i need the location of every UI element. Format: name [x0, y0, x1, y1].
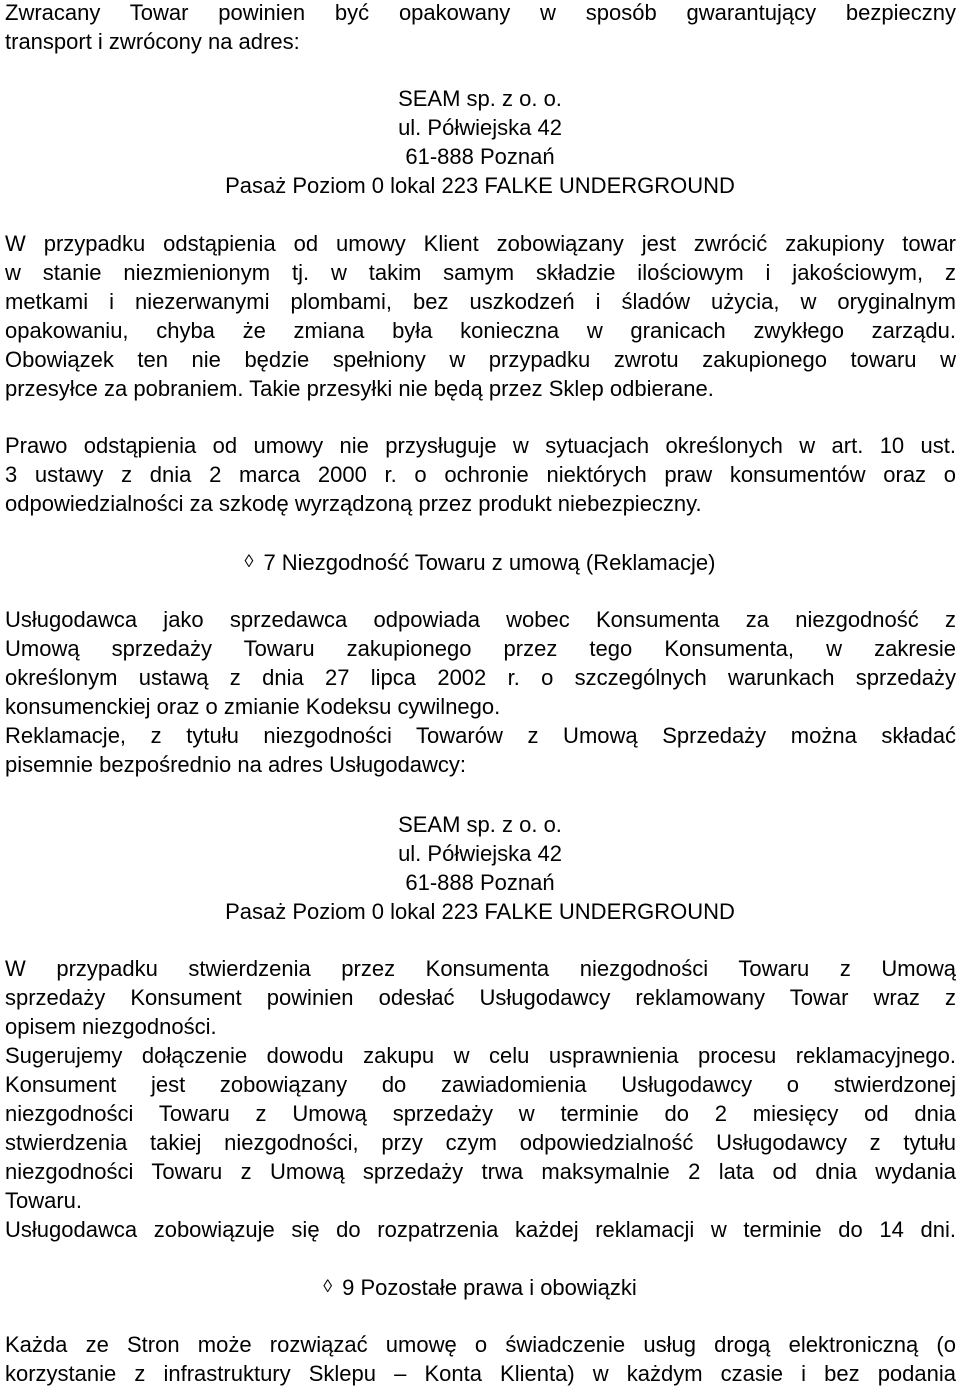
- text-line: Usługodawca jako sprzedawca odpowiada wobec Konsumenta za niezgodność z: [5, 607, 956, 632]
- text-line: Konsument jest zobowiązany do zawiadomienia Usługodawcy o stwierdzonej: [5, 1072, 956, 1097]
- complaints-liability-paragraph: [5, 605, 956, 779]
- location-detail: Pasaż Poziom 0 lokal 223 FALKE UNDERGROUND: [225, 173, 735, 198]
- text-line: metkami i niezerwanymi plombami, bez uszkodzeń i śladów użycia, w oryginalnym: [5, 289, 956, 314]
- text-line: określonym ustawą z dnia 27 lipca 2002 r. o szczególnych warunkach sprzedaży: [5, 665, 956, 690]
- complaint-procedure-paragraph: [5, 954, 956, 1244]
- text-line: Towaru.: [5, 1188, 83, 1213]
- section-heading-text: 9 Pozostałe prawa i obowiązki: [342, 1275, 637, 1300]
- text-line: opisem niezgodności.: [5, 1014, 217, 1039]
- text-line: Umową sprzedaży Towaru zakupionego przez tego Konsumenta, w zakresie: [5, 636, 956, 661]
- text-line: pisemnie bezpośrednio na adres Usługodawcy:: [5, 752, 467, 777]
- text-line: przesyłce za pobraniem. Takie przesyłki nie będą przez Sklep odbierane.: [5, 376, 714, 401]
- text-line: Usługodawca zobowiązuje się do rozpatrzenia każdej reklamacji w terminie do 14 dni.: [5, 1217, 956, 1242]
- postal-city: 61-888 Poznań: [405, 144, 555, 169]
- diamond-bullet-icon: ◊: [323, 1276, 333, 1296]
- withdrawal-exclusion-paragraph: [5, 431, 956, 518]
- company-name: SEAM sp. z o. o.: [398, 812, 562, 837]
- complaint-address-block: [0, 810, 960, 926]
- text-line: opakowaniu, chyba że zmiana była konieczna w granicach zwykłego zarządu.: [5, 318, 956, 343]
- text-line: Każda ze Stron może rozwiązać umowę o świadczenie usług drogą elektroniczną (o: [5, 1332, 956, 1357]
- postal-city: 61-888 Poznań: [405, 870, 555, 895]
- company-name: SEAM sp. z o. o.: [398, 86, 562, 111]
- location-detail: Pasaż Poziom 0 lokal 223 FALKE UNDERGROUND: [225, 899, 735, 924]
- text-line: odpowiedzialności za szkodę wyrządzoną przez produkt niebezpieczny.: [5, 491, 702, 516]
- text-line: Prawo odstąpienia od umowy nie przysługuje w sytuacjach określonych w art. 10 ust.: [5, 433, 956, 458]
- text-line: W przypadku odstąpienia od umowy Klient zobowiązany jest zwrócić zakupiony towar: [5, 231, 956, 256]
- text-line: W przypadku stwierdzenia przez Konsumenta niezgodności Towaru z Umową: [5, 956, 956, 981]
- return-address-block: [0, 84, 960, 200]
- section-heading-other-rights: [0, 1273, 960, 1304]
- text-line: Sugerujemy dołączenie dowodu zakupu w celu usprawnienia procesu reklamacyjnego.: [5, 1043, 956, 1068]
- text-line: transport i zwrócony na adres:: [5, 29, 300, 54]
- text-line: Reklamacje, z tytułu niezgodności Towarów z Umową Sprzedaży można składać: [5, 723, 956, 748]
- text-line: sprzedaży Konsument powinien odesłać Usługodawcy reklamowany Towar wraz z: [5, 985, 956, 1010]
- text-line: niezgodności Towaru z Umową sprzedaży trwa maksymalnie 2 lata od dnia wydania: [5, 1159, 956, 1184]
- text-line: stwierdzenia takiej niezgodności, przy czym odpowiedzialność Usługodawcy z tytułu: [5, 1130, 956, 1155]
- street-address: ul. Półwiejska 42: [398, 841, 562, 866]
- diamond-bullet-icon: ◊: [244, 551, 254, 571]
- return-packaging-paragraph: [5, 0, 956, 56]
- section-heading-complaints: [0, 548, 960, 579]
- text-line: konsumenckiej oraz o zmianie Kodeksu cywilnego.: [5, 694, 501, 719]
- section-heading-text: 7 Niezgodność Towaru z umową (Reklamacje): [263, 550, 716, 575]
- text-line: 3 ustawy z dnia 2 marca 2000 r. o ochronie niektórych praw konsumentów oraz o: [5, 462, 956, 487]
- withdrawal-condition-paragraph: [5, 229, 956, 403]
- street-address: ul. Półwiejska 42: [398, 115, 562, 140]
- text-line: korzystanie z infrastruktury Sklepu – Konta Klienta) w każdym czasie i bez podania: [5, 1361, 956, 1386]
- termination-paragraph: [5, 1330, 956, 1388]
- text-line: Zwracany Towar powinien być opakowany w sposób gwarantujący bezpieczny: [5, 0, 956, 25]
- text-line: w stanie niezmienionym tj. w takim samym składzie ilościowym i jakościowym, z: [5, 260, 956, 285]
- text-line: niezgodności Towaru z Umową sprzedaży w terminie do 2 miesięcy od dnia: [5, 1101, 956, 1126]
- text-line: Obowiązek ten nie będzie spełniony w przypadku zwrotu zakupionego towaru w: [5, 347, 956, 372]
